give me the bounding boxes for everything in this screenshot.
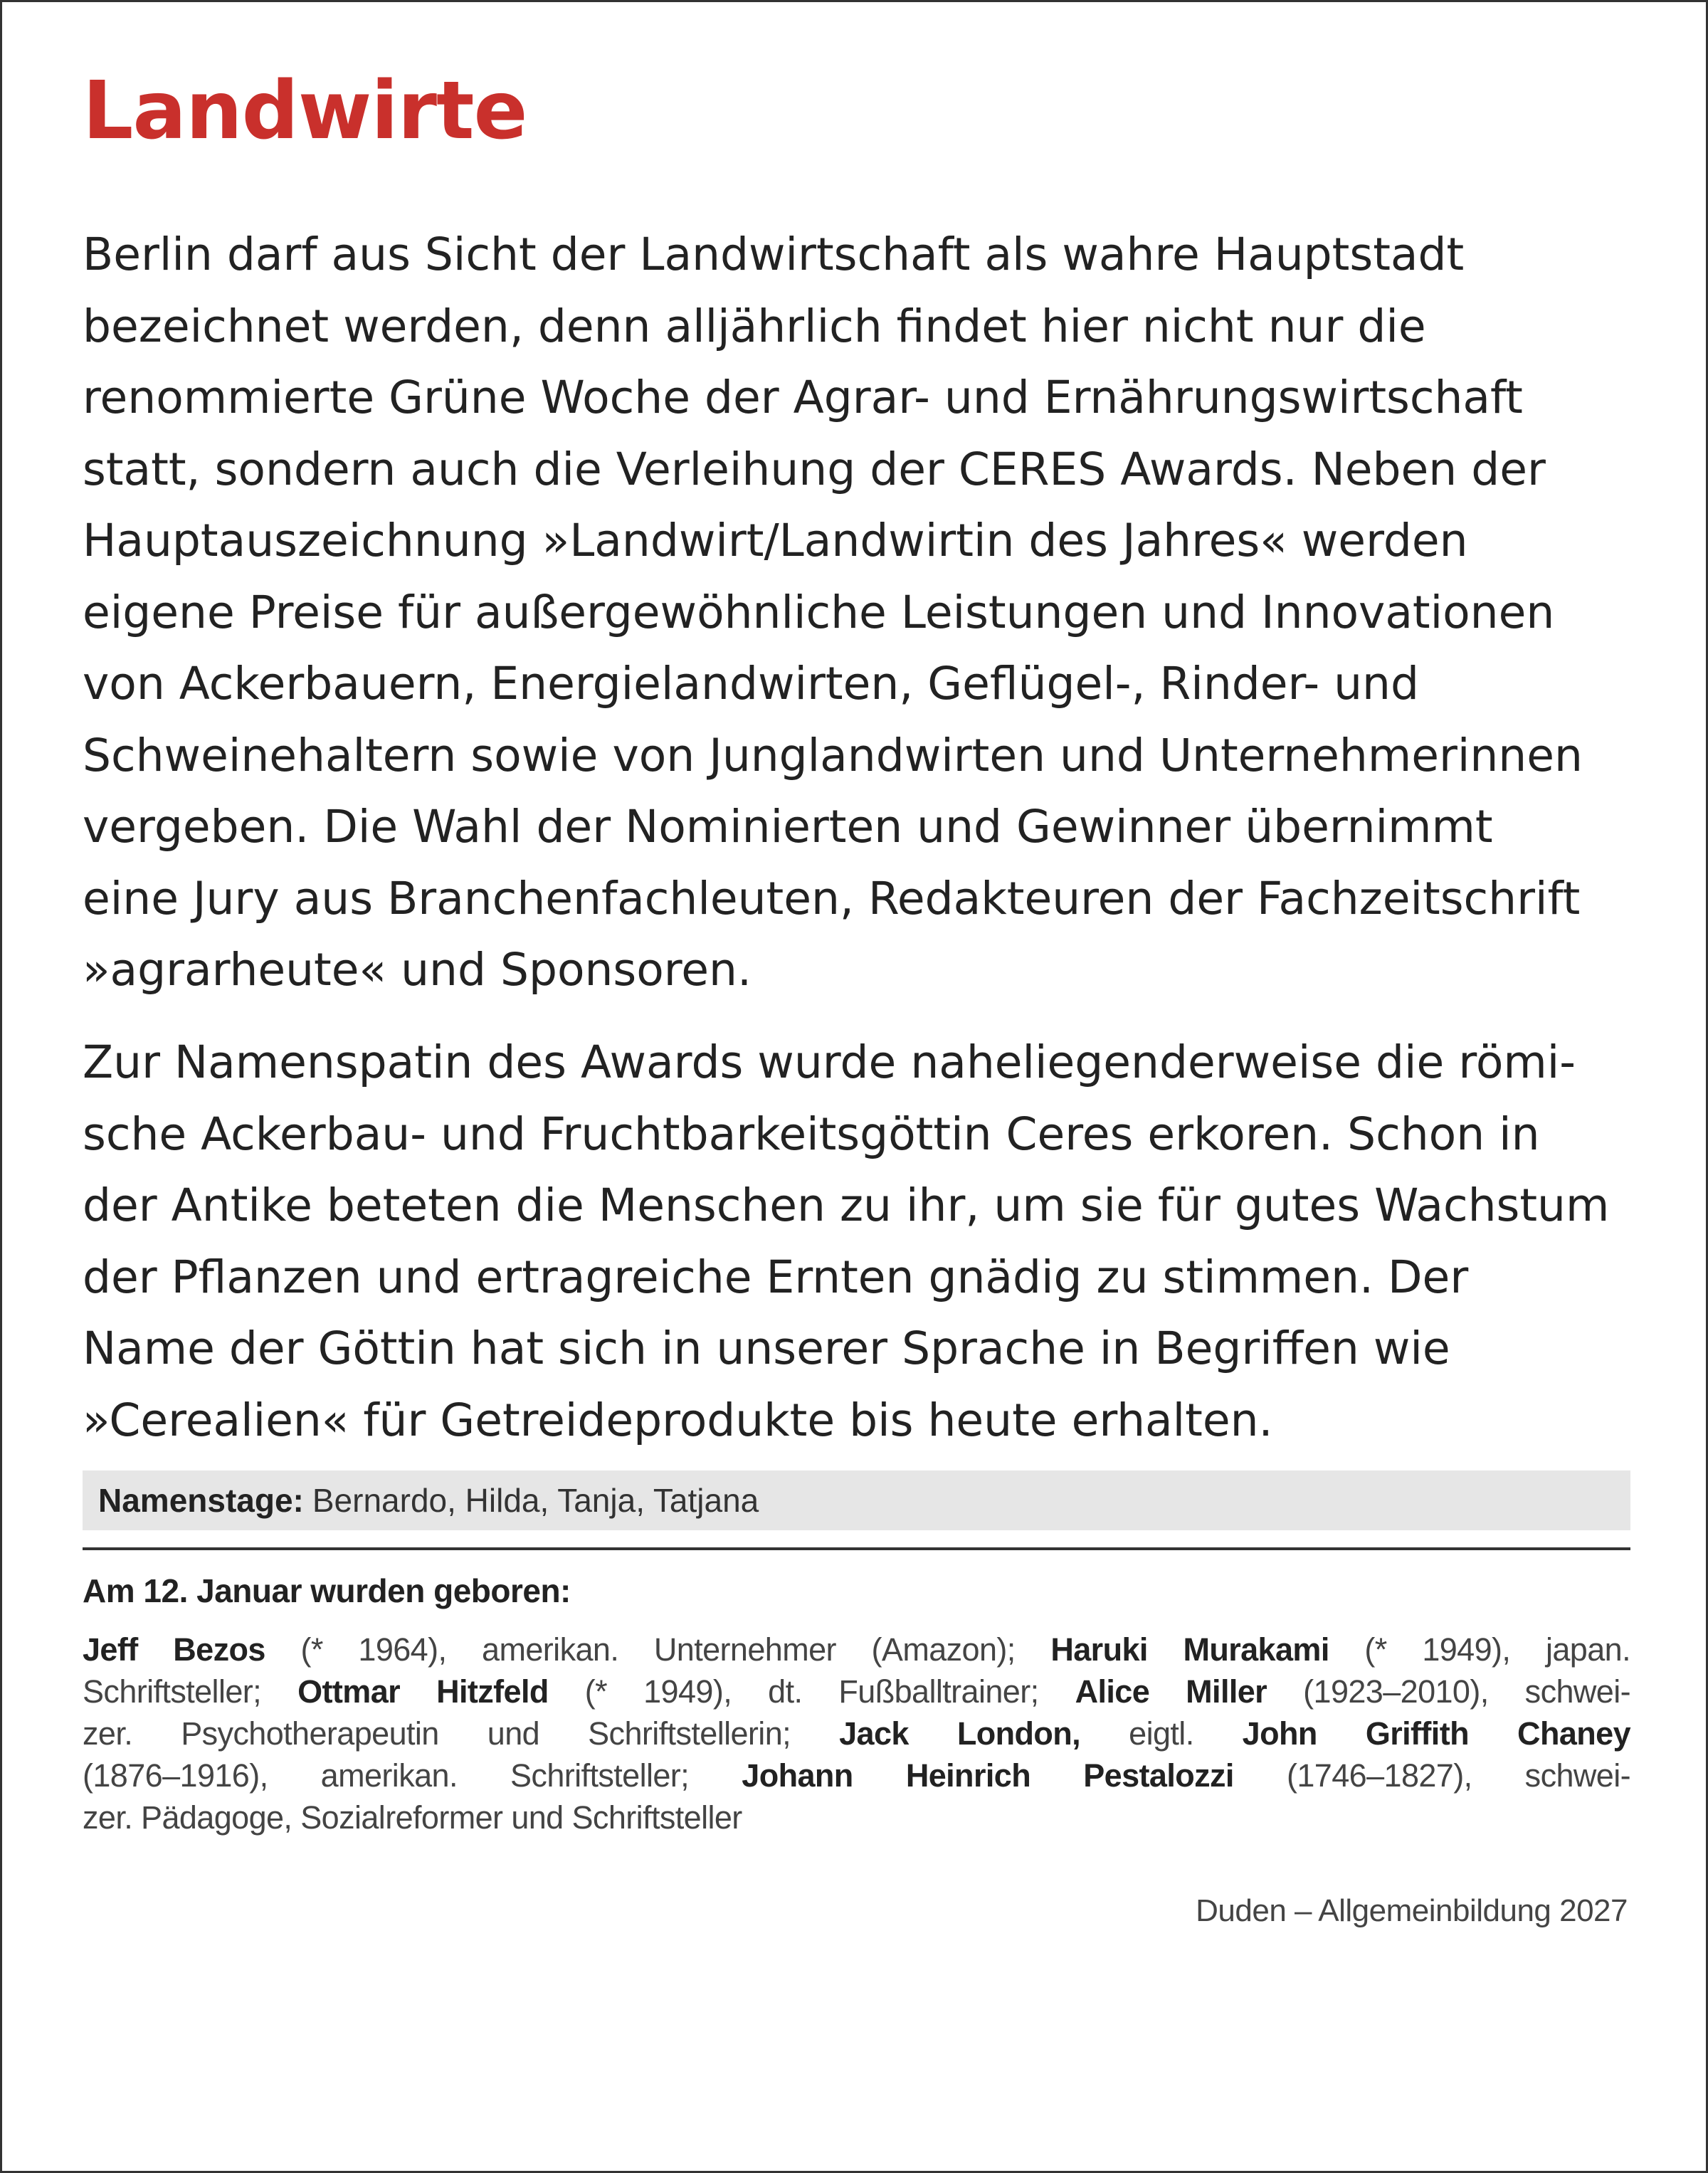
text-line: Name der Göttin hat sich in unserer Sprache in Begriffen wie <box>83 1322 1450 1374</box>
text-line: der Pflanzen und ertragreiche Ernten gnädig zu stimmen. Der <box>83 1251 1469 1303</box>
text-line: »agrarheute« und Sponsoren. <box>83 944 752 996</box>
text-line: Hauptauszeichnung »Landwirt/Landwirtin des Jahres« werden <box>83 515 1468 567</box>
person-details: eigtl. <box>1080 1715 1243 1752</box>
person-details: zer. Psychotherapeutin und Schriftstellerin; <box>83 1715 840 1752</box>
person-details: (* 1949), japan. <box>1329 1631 1630 1668</box>
person-details: (1876–1916), amerikan. Schriftsteller; <box>83 1757 742 1794</box>
text-line: der Antike beteten die Menschen zu ihr, um sie für gutes Wachstum <box>83 1179 1610 1231</box>
text-line: bezeichnet werden, denn alljährlich findet hier nicht nur die <box>83 300 1426 352</box>
person-details: Schriftsteller; <box>83 1673 298 1710</box>
person-name: John Griffith Chaney <box>1242 1715 1630 1752</box>
person-details: (* 1949), dt. Fußballtrainer; <box>548 1673 1075 1710</box>
person-name: Alice Miller <box>1075 1673 1267 1710</box>
text-line: renommierte Grüne Woche der Agrar- und Ernährungswirtschaft <box>83 372 1523 423</box>
divider <box>83 1547 1630 1550</box>
births-line <box>83 1796 1630 1838</box>
person-details: (1746–1827), schwei- <box>1233 1757 1631 1794</box>
footer-source: Duden – Allgemeinbildung 2027 <box>1196 1893 1628 1928</box>
text-line: statt, sondern auch die Verleihung der CERES Awards. Neben der <box>83 443 1546 495</box>
text-line: vergeben. Die Wahl der Nominierten und Gewinner übernimmt <box>83 801 1493 853</box>
births-line <box>83 1754 1630 1796</box>
text-line: Schweinehaltern sowie von Junglandwirten und Unternehmerinnen <box>83 729 1583 782</box>
births-list <box>83 1629 1630 1838</box>
namenstage-label: Namenstage: <box>98 1482 304 1519</box>
person-name: Haruki Murakami <box>1050 1631 1329 1668</box>
person-details: (* 1964), amerikan. Unternehmer (Amazon); <box>265 1631 1051 1668</box>
person-name: Ottmar Hitzfeld <box>297 1673 549 1710</box>
person-name: Johann Heinrich Pestalozzi <box>742 1757 1234 1794</box>
text-line: eigene Preise für außergewöhnliche Leistungen und Innovationen <box>83 586 1555 638</box>
births-line <box>83 1629 1630 1670</box>
text-line: eine Jury aus Branchenfachleuten, Redakteuren der Fachzeitschrift <box>83 872 1581 925</box>
person-details: zer. Pädagoge, Sozialreformer und Schriftsteller <box>83 1799 742 1836</box>
namenstage-value: Bernardo, Hilda, Tanja, Tatjana <box>312 1482 759 1519</box>
births-line <box>83 1670 1630 1712</box>
births-line <box>83 1712 1630 1754</box>
births-heading: Am 12. Januar wurden geboren: <box>83 1572 571 1609</box>
text-line: Zur Namenspatin des Awards wurde naheliegenderweise die römi- <box>83 1036 1576 1088</box>
page-title: Landwirte <box>83 65 527 157</box>
person-name: Jack London, <box>839 1715 1081 1752</box>
text-line: sche Ackerbau- und Fruchtbarkeitsgöttin Ceres erkoren. Schon in <box>83 1107 1540 1160</box>
body-paragraph-1 <box>83 219 1634 1006</box>
text-line: Berlin darf aus Sicht der Landwirtschaft als wahre Hauptstadt <box>83 228 1465 280</box>
text-line: von Ackerbauern, Energielandwirten, Geflügel-, Rinder- und <box>83 658 1419 710</box>
text-line: »Cerealien« für Getreideprodukte bis heute erhalten. <box>83 1394 1273 1446</box>
person-name: Jeff Bezos <box>83 1631 265 1668</box>
person-details: (1923–2010), schwei- <box>1267 1673 1631 1710</box>
body-paragraph-2 <box>83 1027 1634 1456</box>
namenstage-box <box>83 1470 1630 1530</box>
